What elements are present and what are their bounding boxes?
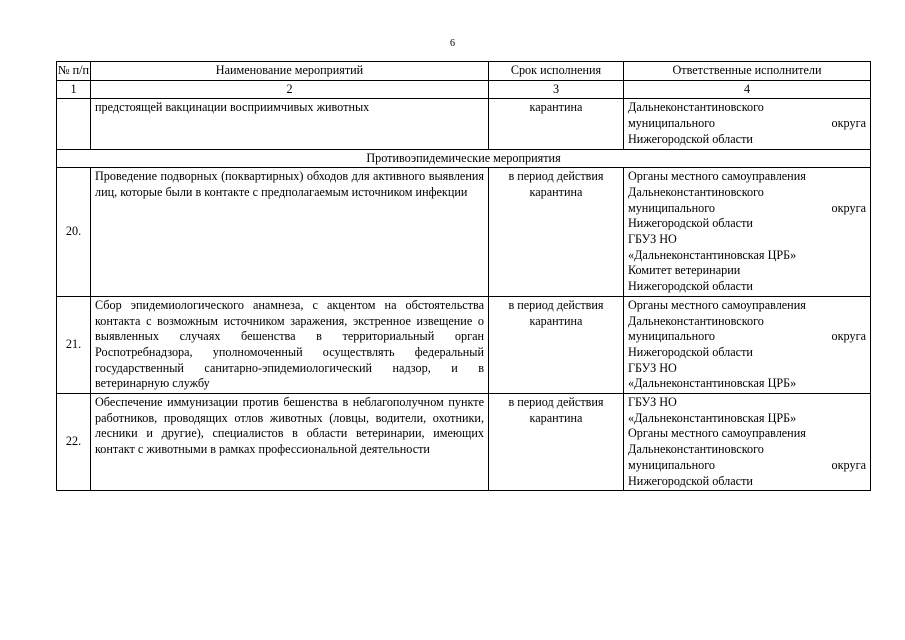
responsible-word: муниципального [628,329,715,344]
header-term: Срок исполнения [489,62,624,81]
responsible-word: муниципального [628,457,715,472]
responsible-line [628,458,866,474]
responsible-line: Комитет ветеринарии [628,263,741,278]
responsible-word: муниципального [628,200,715,215]
row-num: 22. [57,394,91,491]
responsible-word: округа [831,457,866,472]
row-term: в период действия карантина [489,394,624,491]
row-responsible [624,394,871,491]
row-responsible [624,168,871,297]
header-num: № п/п [57,62,91,81]
row-name: предстоящей вакцинации восприимчивых животных [91,99,489,149]
page-number: 6 [450,38,455,49]
column-number: 2 [91,80,489,99]
responsible-line [628,201,866,217]
row-responsible [624,99,871,149]
responsible-line: Дальнеконстантиновского [628,184,764,199]
table-row [57,296,871,393]
responsible-line: ГБУЗ НО [628,360,677,375]
table-row [57,168,871,297]
row-num [57,99,91,149]
row-name: Проведение подворных (поквартирных) обходов для активного выявления лиц, которые были в контакте с предполагаемым источником инфекции [91,168,489,297]
responsible-line [628,329,866,345]
row-name: Сбор эпидемиологического анамнеза, с акцентом на обстоятельства контакта с возможным источником заражения, экстренное извещение о выявленных случаях бешенства в территориальный орган Роспотребнадзора, уполномоченный осуществлять федеральный государственный санитарно-эпидемиологический надзор, и в ветеринарную службу [91,296,489,393]
responsible-line: «Дальнеконстантиновская ЦРБ» [628,247,797,262]
table-row [57,394,871,491]
column-number: 1 [57,80,91,99]
responsible-line: ГБУЗ НО [628,232,677,247]
table-header-row [57,62,871,81]
responsible-word: округа [831,329,866,344]
row-name: Обеспечение иммунизации против бешенства в неблагополучном пункте работников, проводящих отлов животных (ловцы, водители, охотники, лесники и другие), специалистов в области ветеринарии, имеющих контакт с животными в рамках профессиональной деятельности [91,394,489,491]
column-number: 3 [489,80,624,99]
responsible-line: Дальнеконстантиновского [628,313,764,328]
table-row [57,99,871,149]
responsible-word: округа [831,116,866,131]
responsible-line: Органы местного самоуправления [628,169,806,184]
responsible-line: Нижегородской области [628,473,753,488]
responsible-line: Нижегородской области [628,344,753,359]
responsible-line: Дальнеконстантиновского [628,442,764,457]
responsible-line: «Дальнеконстантиновская ЦРБ» [628,410,797,425]
responsible-line: Нижегородской области [628,216,753,231]
row-term: в период действия карантина [489,296,624,393]
responsible-word: муниципального [628,116,715,131]
row-term: карантина [489,99,624,149]
responsible-line: Органы местного самоуправления [628,297,806,312]
responsible-word: округа [831,200,866,215]
responsible-line: Нижегородской области [628,279,753,294]
row-num: 21. [57,296,91,393]
responsible-line: Дальнеконстантиновского [628,100,764,115]
row-responsible [624,296,871,393]
header-name: Наименование мероприятий [91,62,489,81]
row-term: в период действия карантина [489,168,624,297]
header-responsible: Ответственные исполнители [624,62,871,81]
events-table [56,61,871,491]
section-title: Противоэпидемические мероприятия [57,149,871,168]
responsible-line: ГБУЗ НО [628,395,677,410]
row-num: 20. [57,168,91,297]
responsible-line: Нижегородской области [628,131,753,146]
responsible-line [628,116,866,132]
responsible-line: «Дальнеконстантиновская ЦРБ» [628,376,797,391]
responsible-line: Органы местного самоуправления [628,426,806,441]
section-row [57,149,871,168]
column-numbers-row [57,80,871,99]
column-number: 4 [624,80,871,99]
